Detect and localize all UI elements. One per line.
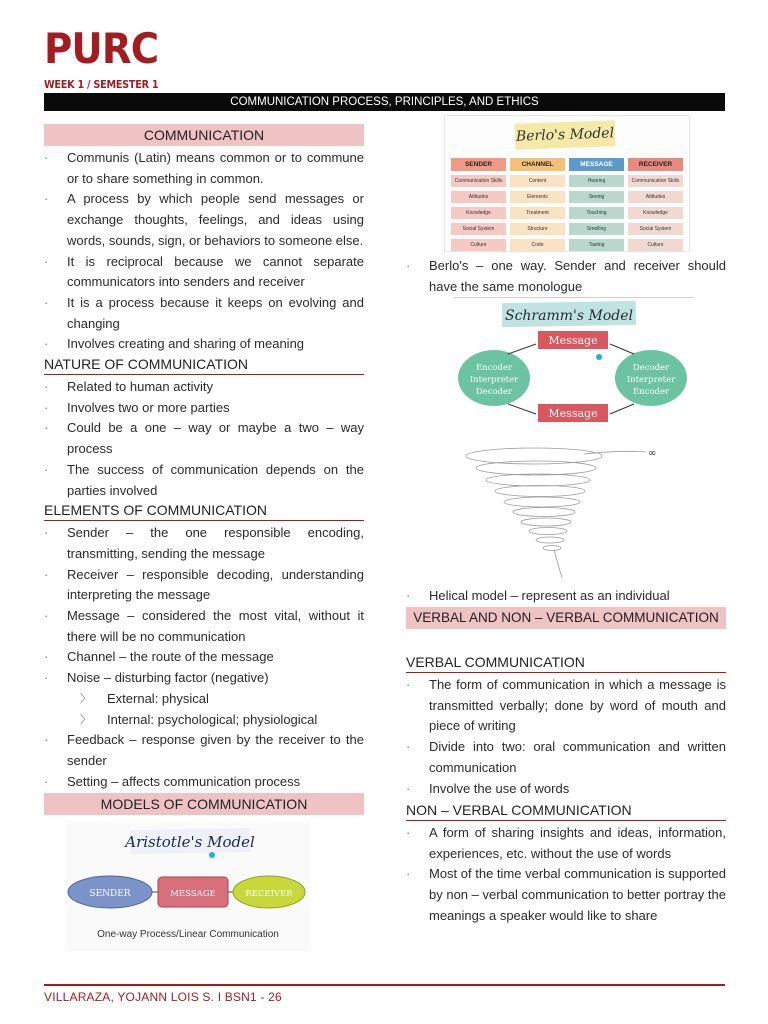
berlo-cell: Knowledge — [451, 207, 506, 219]
list-item: 〉 External: physical — [44, 689, 364, 710]
berlo-cell: Social System — [628, 223, 683, 235]
berlo-cell: Elements — [510, 191, 565, 203]
list-item: · Most of the time verbal communication is supported by non – verbal communication to better portray the meanings a speaker would like to share — [406, 864, 726, 926]
list-item: · It is reciprocal because we cannot separate communicators into senders and receiver — [44, 252, 364, 293]
elements-list-continued — [44, 730, 364, 792]
list-item: · Involve the use of words — [406, 779, 726, 800]
helical-list — [406, 586, 726, 607]
footer-divider — [44, 984, 725, 986]
schramm-model-image — [454, 298, 692, 432]
interpreter-label: Interpreter — [469, 375, 519, 385]
elements-heading: ELEMENTS OF COMMUNICATION — [44, 501, 364, 521]
list-item: · Helical model – represent as an individual — [406, 586, 726, 607]
aristotle-model-image — [66, 821, 310, 951]
message-bottom-label: Message — [548, 407, 598, 420]
nonverbal-list — [406, 823, 726, 927]
list-item: · Involves creating and sharing of meaning — [44, 334, 364, 355]
berlo-cell: Communication Skills — [451, 175, 506, 187]
list-item: · Noise – disturbing factor (negative) — [44, 668, 364, 689]
list-item: · Message – considered the most vital, without it there will be no communication — [44, 606, 364, 647]
nature-list — [44, 377, 364, 501]
berlo-cell: Touching — [569, 207, 624, 219]
decoder-label: Decoder — [475, 387, 513, 397]
berlo-cell: Content — [510, 175, 565, 187]
verbal-heading: VERBAL COMMUNICATION — [406, 653, 726, 673]
communication-heading: COMMUNICATION — [44, 124, 364, 146]
berlo-title: Berlo's Model — [515, 120, 616, 149]
list-item: · Could be a one – way or maybe a two – way process — [44, 418, 364, 459]
list-item: · Sender – the one responsible encoding, transmitting, sending the message — [44, 523, 364, 564]
aristotle-diagram — [66, 821, 310, 951]
sender-node: SENDER — [89, 889, 131, 900]
berlo-cell: Seeing — [569, 191, 624, 203]
encoder-label: Encoder — [632, 387, 670, 397]
communication-list — [44, 148, 364, 355]
message-node: MESSAGE — [170, 889, 216, 900]
helical-model-image — [464, 444, 664, 582]
message-top-label: Message — [548, 334, 598, 347]
list-item: · The form of communication in which a message is transmitted verbally; done by word of mouth and piece of writing — [406, 675, 726, 737]
list-item: · Communis (Latin) means common or to commune or to share something in common. — [44, 148, 364, 189]
left-column — [44, 124, 364, 951]
berlo-cell: Code — [510, 239, 565, 251]
berlo-cell: Attitudes — [628, 191, 683, 203]
berlo-cell: Social System — [451, 223, 506, 235]
footer-author: VILLARAZA, YOJANN LOIS S. I BSN1 - 26 — [44, 990, 282, 1004]
berlo-cell: Culture — [628, 239, 683, 251]
encoder-label: Encoder — [475, 363, 513, 373]
berlo-cell: Knowledge — [628, 207, 683, 219]
list-item: · Feedback – response given by the receiver to the sender — [44, 730, 364, 771]
list-item: · Setting – affects communication process — [44, 772, 364, 793]
aristotle-title: Aristotle's Model — [125, 833, 255, 852]
berlo-grid — [451, 158, 683, 251]
nature-heading: NATURE OF COMMUNICATION — [44, 355, 364, 375]
receiver-node: RECEIVER — [245, 889, 293, 900]
week-label: WEEK 1 / SEMESTER 1 — [44, 78, 159, 91]
list-item: · The success of communication depends on the parties involved — [44, 460, 364, 501]
list-item: · Channel – the route of the message — [44, 647, 364, 668]
list-item: · It is a process because it keeps on evolving and changing — [44, 293, 364, 334]
berlo-cell: Attitudes — [451, 191, 506, 203]
list-item: · Divide into two: oral communication and written communication — [406, 737, 726, 778]
berlo-header: SENDER — [451, 158, 506, 171]
purc-logo: PURC — [44, 24, 159, 73]
list-item: · Involves two or more parties — [44, 398, 364, 419]
list-item: 〉 Internal: psychological; physiological — [44, 710, 364, 731]
berlo-cell: Structure — [510, 223, 565, 235]
list-item: · Berlo's – one way. Sender and receiver should have the same monologue — [406, 256, 726, 297]
berlo-header: RECEIVER — [628, 158, 683, 171]
list-item: · Related to human activity — [44, 377, 364, 398]
berlo-cell: Hearing — [569, 175, 624, 187]
elements-list — [44, 523, 364, 689]
models-heading: MODELS OF COMMUNICATION — [44, 793, 364, 815]
infinity-icon: ∞ — [648, 448, 657, 459]
list-item: · Receiver – responsible decoding, understanding interpreting the message — [44, 565, 364, 606]
page-title: COMMUNICATION PROCESS, PRINCIPLES, AND ETHICS — [44, 93, 725, 111]
berlo-cell: Treatment — [510, 207, 565, 219]
berlo-header: MESSAGE — [569, 158, 624, 171]
list-item: · A form of sharing insights and ideas, information, experiences, etc. without the use of words — [406, 823, 726, 864]
nonverbal-heading: NON – VERBAL COMMUNICATION — [406, 801, 726, 821]
interpreter-label: Interpreter — [626, 375, 676, 385]
noise-sublist — [44, 689, 364, 730]
aristotle-caption: One-way Process/Linear Communication — [97, 929, 279, 941]
berlo-cell: Culture — [451, 239, 506, 251]
helical-diagram — [464, 444, 664, 582]
berlo-model-image — [444, 115, 690, 252]
schramm-diagram — [454, 298, 692, 432]
list-item: · A process by which people send messages or exchange thoughts, feelings, and ideas using words, sounds, sign, or behaviors to someone else. — [44, 189, 364, 251]
berlo-cell: Tasting — [569, 239, 624, 251]
berlo-cell: Communication Skills — [628, 175, 683, 187]
schramm-title: Schramm's Model — [504, 308, 634, 324]
verbal-list — [406, 675, 726, 799]
berlo-cell: Smelling — [569, 223, 624, 235]
berlo-header: CHANNEL — [510, 158, 565, 171]
verbal-nonverbal-heading: VERBAL AND NON – VERBAL COMMUNICATION — [406, 607, 726, 629]
berlo-list — [406, 256, 726, 297]
decoder-label: Decoder — [632, 363, 670, 373]
